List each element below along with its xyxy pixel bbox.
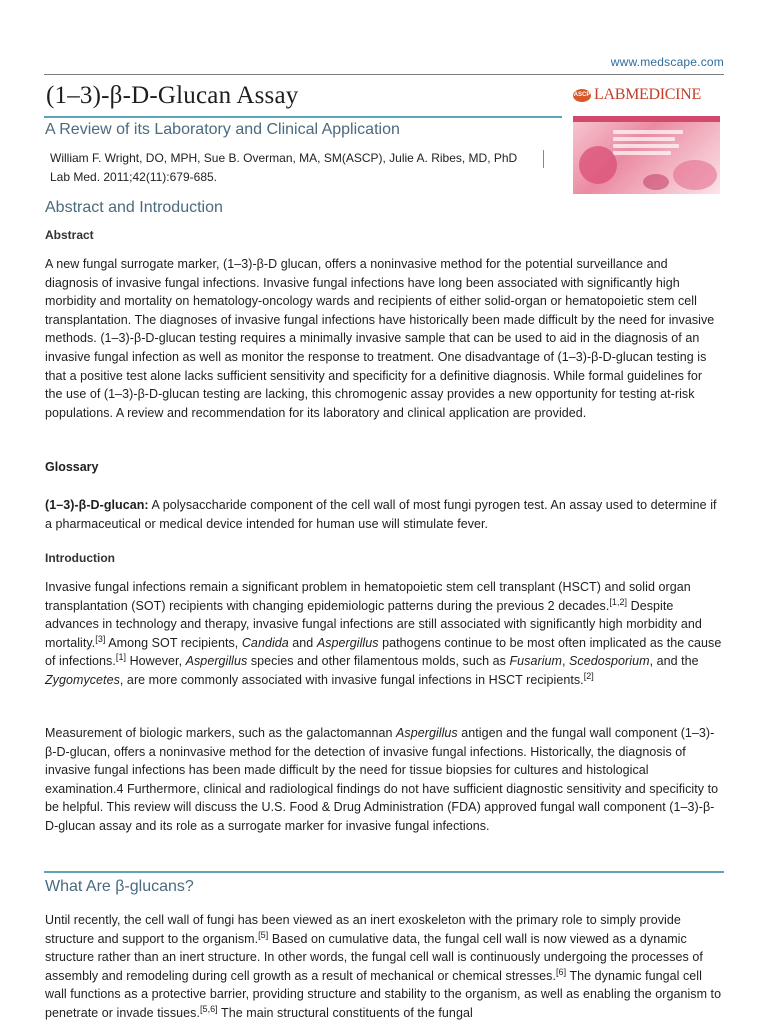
glossary-definition: A polysaccharide component of the cell wall of most fungi pyrogen test. An assay used to determine if a pharmaceutical or medical device intended for human use will stimulate fever. [45, 498, 717, 531]
reference-link[interactable]: [3] [95, 633, 106, 644]
section-heading-abstract-intro: Abstract and Introduction [45, 199, 223, 216]
reference-link[interactable]: [5,6] [199, 1003, 218, 1014]
reference-link[interactable]: [6] [555, 966, 567, 977]
section-divider [44, 871, 724, 873]
journal-logo[interactable] [573, 84, 723, 106]
journal-cover-image[interactable] [573, 116, 720, 194]
glossary-label: Glossary [45, 460, 99, 474]
abstract-label: Abstract [45, 228, 94, 242]
intro-paragraph-1: Invasive fungal infections remain a significant problem in hematopoietic stem cell transplant (HSCT) and solid organ transplantation (SOT) recipients with changing epidemiologic patterns during the previous 2 decades.[1,2] Despite advances in technology and therapy, invasive fungal infections are still associated with significantly high morbidity and mortality.[3] Among SOT recipients, Candida and Aspergillus pathogens continue to be most often implicated as the cause of infections.[1] However, Aspergillus species and other filamentous molds, such as Fusarium, Scedosporium, and the Zygomycetes, are more commonly associated with invasive fungal infections in HSCT recipients.[2] [45, 580, 722, 687]
author-separator [543, 150, 544, 168]
site-url-link[interactable]: www.medscape.com [610, 55, 724, 69]
section-heading-beta-glucans: What Are β-glucans? [45, 878, 194, 895]
reference-link[interactable]: [1,2] [609, 596, 628, 607]
reference-link[interactable]: [5] [258, 929, 269, 940]
page-title: (1–3)-β-D-Glucan Assay [46, 82, 299, 109]
title-divider [44, 116, 562, 118]
citation: Lab Med. 2011;42(11):679-685. [50, 170, 218, 184]
reference-link[interactable]: [2] [583, 670, 594, 681]
abstract-paragraph: A new fungal surrogate marker, (1–3)-β-D glucan, offers a noninvasive method for the potential surveillance and diagnosis of invasive fungal infections. Invasive fungal infections have long been associated with significantly high morbidity and mortality on hematology-oncology wards and recipients of either solid-organ or hematopoietic stem cell transplantation. The diagnoses of invasive fungal infections have historically been made difficult by the need for invasive methods. (1–3)-β-D-glucan testing requires a minimally invasive sample that can be used to aid in the diagnosis of an invasive fungal infection as well as monitor the response to treatment. One disadvantage of (1–3)-β-D-glucan testing is that a positive test alone lacks sufficient sensitivity and specificity for a definitive diagnosis. While formal guidelines for the use of (1–3)-β-D-glucan testing are lacking, this chromogenic assay provides a new opportunity for testing at-risk populations. A review and recommendation for its laboratory and clinical application are provided. [45, 257, 715, 420]
intro-paragraph-2: Measurement of biologic markers, such as the galactomannan Aspergillus antigen and the fungal wall component (1–3)-β-D-glucan, offers a noninvasive method for the detection of invasive fungal infections. Historically, the diagnosis of invasive fungal infections has been made difficult by the need for tissue biopsies for cultures and histological examination.4 Furthermore, clinical and radiological findings do not have sufficient diagnostic sensitivity and specificity to be helpful. This review will discuss the U.S. Food & Drug Administration (FDA) approved fungal wall component (1–3)-β-D-glucan assay and its role as a surrogate marker for invasive fungal infections. [45, 726, 719, 833]
journal-seal-icon: ASCP [573, 89, 591, 102]
journal-logo-text: LABMEDICINE [594, 86, 701, 103]
author-list: William F. Wright, DO, MPH, Sue B. Overman, MA, SM(ASCP), Julie A. Ribes, MD, PhD [50, 151, 518, 165]
introduction-label: Introduction [45, 551, 115, 565]
beta-glucans-paragraph-1: Until recently, the cell wall of fungi has been viewed as an inert exoskeleton with the primary role to simply provide structure and support to the organism.[5] Based on cumulative data, the fungal cell wall is now viewed as a dynamic structure rather than an inert structure. In other words, the fungal cell wall is continuously undergoing the processes of assembly and remodeling during cell growth as a result of mechanical or chemical stresses.[6] The dynamic fungal cell wall functions as a protective barrier, providing structure and stability to the organism, as well as enabling the organism to penetrate or invade tissues.[5,6] The main structural constituents of the fungal [45, 913, 722, 1020]
top-divider [44, 74, 724, 75]
reference-link[interactable]: [1] [115, 652, 127, 663]
glossary-entry [45, 496, 723, 533]
glossary-term: (1–3)-β-D-glucan: [45, 498, 149, 512]
page-subtitle: A Review of its Laboratory and Clinical Application [45, 121, 400, 138]
